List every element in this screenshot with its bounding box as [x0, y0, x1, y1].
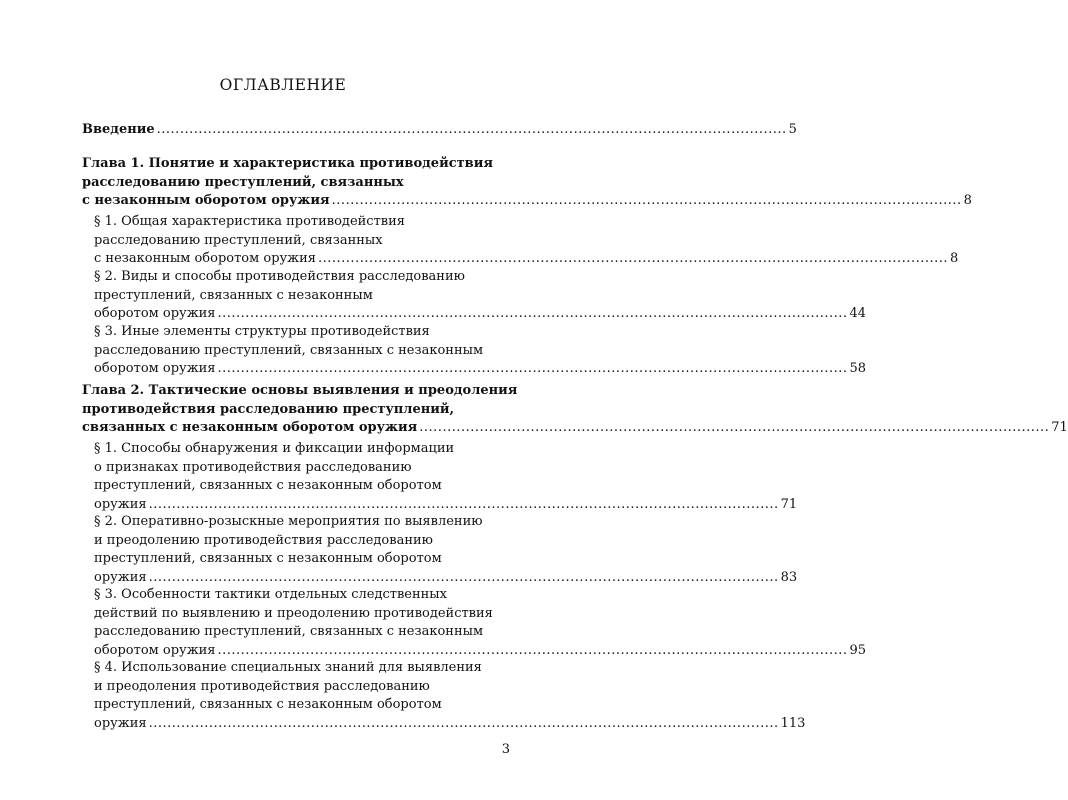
toc-entry-title-line: Глава 1. Понятие и характеристика противодействия [82, 156, 493, 171]
toc-entry-title-line: § 1. Общая характеристика противодействия [94, 214, 405, 229]
page-title: ОГЛАВЛЕНИЕ [219, 76, 347, 94]
leader-dots: ........................................................................................................................................ [148, 496, 779, 512]
toc-page-number: 71 [1051, 420, 1068, 435]
toc-entry-title-line: о признаках противодействия расследованию [94, 459, 412, 475]
toc-entry-title-line: § 2. Оперативно-розыскные мероприятия по выявлению [94, 514, 483, 529]
toc-entry-title-line: оружия [94, 715, 147, 731]
toc-entry-title-line: оборотом оружия [94, 361, 216, 376]
toc-entry-title-line: оружия [94, 569, 147, 585]
leader-dots: ........................................................................................................................................ [217, 361, 848, 376]
toc-entry-ch1-section-2[interactable] [94, 268, 867, 324]
toc-entry-title-line: § 4. Использование специальных знаний для выявления [94, 660, 482, 675]
toc-page-number: 44 [849, 306, 867, 321]
toc-page-number: 5 [788, 122, 797, 137]
leader-dots: ........................................................................................................................................ [148, 715, 779, 731]
toc-entry-title-line: связанных с незаконным оборотом оружия [82, 420, 418, 435]
toc-page-number: 8 [950, 251, 959, 266]
toc-entry-title-line: противодействия расследованию преступлений, [82, 401, 455, 417]
toc-entry-ch1-section-3[interactable] [94, 323, 867, 379]
toc-page-number: 58 [849, 361, 867, 376]
leader-dots: ........................................................................................................................................ [419, 420, 1050, 435]
toc-entry-title: Введение [82, 122, 155, 137]
toc-entry-ch2-section-4[interactable] [94, 659, 806, 733]
toc-entry-title-line: расследованию преступлений, связанных с незаконным [94, 624, 484, 639]
leader-dots: ........................................................................................................................................ [217, 642, 848, 658]
toc-page-number: 71 [780, 496, 798, 512]
toc-entry-title-line: оборотом оружия [94, 642, 216, 658]
toc-entry-title-line: преступлений, связанных с незаконным оборотом [94, 478, 442, 493]
toc-entry-chapter-1[interactable] [82, 155, 972, 211]
toc-entry-title-line: преступлений, связанных с незаконным оборотом [94, 697, 442, 712]
toc-entry-intro[interactable] [82, 121, 797, 140]
toc-entry-ch1-section-1[interactable] [94, 213, 959, 269]
toc-entry-title-line: с незаконным оборотом оружия [94, 251, 316, 266]
toc-entry-title-line: и преодоления противодействия расследованию [94, 678, 430, 694]
toc-entry-title-line: § 1. Способы обнаружения и фиксации информации [94, 441, 455, 456]
page-number: 3 [501, 742, 510, 757]
toc-page-number: 95 [849, 642, 867, 658]
toc-page-number: 113 [780, 715, 806, 731]
leader-dots: ........................................................................................................................................ [331, 193, 962, 208]
leader-dots: ........................................................................................................................................ [318, 251, 948, 266]
toc-entry-title-line: оборотом оружия [94, 306, 216, 321]
leader-dots: ........................................................................................................................................ [217, 306, 848, 321]
toc-entry-chapter-2[interactable] [82, 382, 1068, 438]
toc-entry-title-line: оружия [94, 496, 147, 512]
toc-entry-ch2-section-1[interactable] [94, 440, 798, 514]
toc-page-number: 8 [963, 193, 972, 208]
toc-entry-ch2-section-2[interactable] [94, 513, 798, 587]
toc-entry-title-line: § 3. Иные элементы структуры противодействия [94, 324, 430, 339]
toc-entry-title-line: § 2. Виды и способы противодействия расследованию [94, 269, 465, 284]
toc-entry-title-line: преступлений, связанных с незаконным оборотом [94, 551, 442, 566]
toc-entry-title-line: расследованию преступлений, связанных [82, 174, 404, 190]
leader-dots: ........................................................................................................................................ [148, 569, 779, 585]
toc-entry-title-line: расследованию преступлений, связанных с незаконным [94, 342, 484, 358]
toc-page-number: 83 [780, 569, 798, 585]
toc-entry-title-line: с незаконным оборотом оружия [82, 193, 330, 208]
toc-entry-title-line: Глава 2. Тактические основы выявления и преодоления [82, 383, 518, 398]
toc-entry-title-line: преступлений, связанных с незаконным [94, 287, 373, 303]
toc-entry-title-line: и преодолению противодействия расследованию [94, 532, 433, 548]
toc-entry-ch2-section-3[interactable] [94, 586, 867, 660]
leader-dots: ........................................................................................................................................ [156, 122, 787, 137]
toc-entry-title-line: расследованию преступлений, связанных [94, 232, 383, 248]
toc-entry-title-line: § 3. Особенности тактики отдельных следственных [94, 587, 447, 602]
toc-entry-title-line: действий по выявлению и преодолению противодействия [94, 605, 493, 621]
